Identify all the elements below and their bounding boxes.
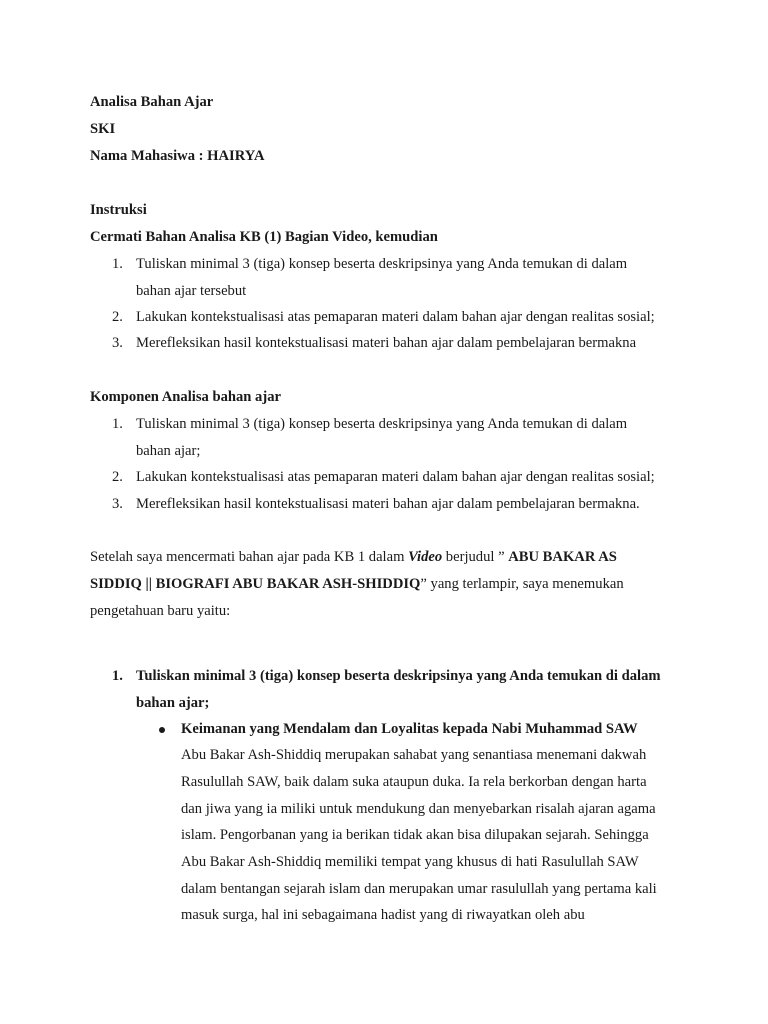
subject-label: SKI (90, 121, 116, 137)
paragraph-line-3: dan jiwa yang ia miliki untuk mendukung dan menyebarkan risalah ajaran agama (181, 801, 656, 817)
intro-line-3: pengetahuan baru yaitu: (90, 603, 231, 619)
instruksi-item-1-line-2: bahan ajar tersebut (136, 283, 247, 299)
bullet-dot-icon (159, 727, 165, 733)
student-name: Nama Mahasiwa : HAIRYA (90, 148, 265, 164)
instruksi-subheading: Cermati Bahan Analisa KB (1) Bagian Video, kemudian (90, 229, 438, 245)
komponen-item-2-number: 2. (112, 469, 123, 485)
instruksi-item-3-number: 3. (112, 335, 123, 351)
komponen-item-2-line-1: Lakukan kontekstualisasi atas pemaparan materi dalam bahan ajar dengan realitas sosial; (136, 469, 655, 485)
instruksi-heading: Instruksi (90, 202, 147, 218)
instruksi-item-1-line-1: Tuliskan minimal 3 (tiga) konsep beserta deskripsinya yang Anda temukan di dalam (136, 256, 628, 272)
instruksi-item-1-number: 1. (112, 256, 123, 272)
komponen-item-1-number: 1. (112, 416, 123, 432)
document-title: Analisa Bahan Ajar (90, 94, 214, 110)
paragraph-line-7: masuk surga, hal ini sebagaimana hadist yang di riwayatkan oleh abu (181, 907, 585, 923)
komponen-item-3-line-1: Merefleksikan hasil kontekstualisasi materi bahan ajar dalam pembelajaran bermakna. (136, 496, 640, 512)
answer-item-number: 1. (112, 668, 123, 684)
intro-text: Setelah saya mencermati bahan ajar pada KB 1 dalam (90, 549, 409, 565)
intro-line-1 (90, 548, 617, 566)
komponen-item-1-line-2: bahan ajar; (136, 443, 201, 459)
komponen-item-3-number: 3. (112, 496, 123, 512)
answer-question-line-1: Tuliskan minimal 3 (tiga) konsep beserta deskripsinya yang Anda temukan di dalam (136, 668, 661, 684)
paragraph-line-2: Rasulullah SAW, baik dalam suka ataupun duka. Ia rela berkorban dengan harta (181, 774, 647, 790)
paragraph-line-6: dalam bentangan sejarah islam dan merupakan umar rasulullah yang pertama kali (181, 881, 657, 897)
instruksi-item-2-number: 2. (112, 309, 123, 325)
instruksi-item-3-line-1: Merefleksikan hasil kontekstualisasi materi bahan ajar dalam pembelajaran bermakna (136, 335, 637, 351)
answer-question-line-2: bahan ajar; (136, 695, 210, 711)
intro-video-word: Video (408, 549, 443, 565)
intro-video-title: ABU BAKAR AS (508, 549, 617, 565)
intro-video-title: SIDDIQ || BIOGRAFI ABU BAKAR ASH-SHIDDIQ (90, 576, 421, 592)
paragraph-line-5: Abu Bakar Ash-Shiddiq memiliki tempat yang khusus di hati Rasulullah SAW (181, 854, 639, 870)
intro-text: ” yang terlampir, saya menemukan (420, 576, 624, 592)
komponen-heading: Komponen Analisa bahan ajar (90, 389, 281, 405)
komponen-item-1-line-1: Tuliskan minimal 3 (tiga) konsep beserta deskripsinya yang Anda temukan di dalam (136, 416, 628, 432)
instruksi-item-2-line-1: Lakukan kontekstualisasi atas pemaparan materi dalam bahan ajar dengan realitas sosial; (136, 309, 655, 325)
paragraph-line-4: islam. Pengorbanan yang ia berikan tidak akan bisa dilupakan sejarah. Sehingga (181, 827, 649, 843)
paragraph-line-1: Abu Bakar Ash-Shiddiq merupakan sahabat yang senantiasa menemani dakwah (181, 747, 647, 763)
intro-text: berjudul ” (442, 549, 509, 565)
intro-line-2 (90, 575, 624, 593)
bullet-heading: Keimanan yang Mendalam dan Loyalitas kepada Nabi Muhammad SAW (181, 721, 638, 737)
